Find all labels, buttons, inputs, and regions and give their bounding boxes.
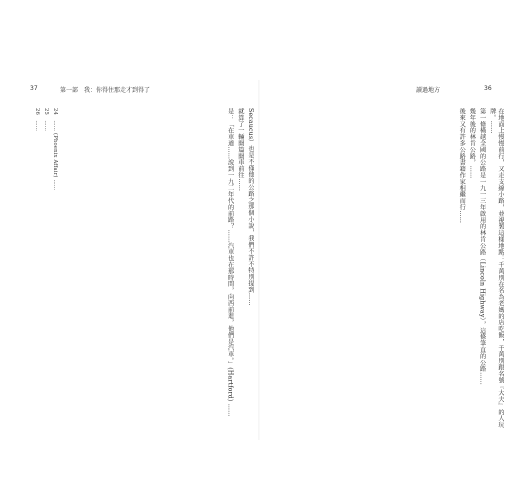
left-running-head: 第一部 我：你得住那走才到得了 bbox=[60, 87, 151, 94]
right-paragraph-1: 在地面上慢慢前行，又走支線小路，並視製這樣地點：千萬別在名為老媽的店吃飯，千萬別跟名號『大夫』的人玩牌。…… bbox=[488, 108, 504, 428]
right-paragraph-2: 第一條橫越全國的公路是一九一三年啟用的林肯公路（Lincoln Highway），這條筆直的公路…… bbox=[478, 108, 486, 385]
left-page-number: 37 bbox=[30, 85, 38, 92]
left-body-text bbox=[62, 108, 254, 438]
right-paragraph-3: 幾年後的林肯公路，…… bbox=[468, 108, 476, 179]
left-paragraph-3: 是：「在車道……說到一九二年代的前路？……汽車也在那時間，向西前進，他們是汽車。」(Hartford) …… bbox=[226, 108, 234, 417]
right-page-number: 36 bbox=[484, 85, 492, 92]
left-paragraph-1: Secaucus）也是不僅他的公路之那個小說，我們不許不特別提到…… bbox=[247, 108, 254, 306]
footnotes bbox=[10, 108, 58, 438]
footnote-25: 25 …… bbox=[43, 108, 49, 132]
right-page bbox=[260, 0, 520, 500]
footnote-24: 24 …… (Phoenix Affair) …… bbox=[52, 108, 58, 191]
right-paragraph-4: 後來又有許多公路書籍作家相繼而行…… bbox=[458, 108, 466, 224]
left-paragraph-2: 就算了一輛開篇開車前往…… bbox=[236, 108, 244, 192]
footnote-26: 26 …… bbox=[34, 108, 40, 132]
right-body-text bbox=[272, 108, 504, 438]
right-running-head: 讀過地方 bbox=[416, 87, 441, 94]
